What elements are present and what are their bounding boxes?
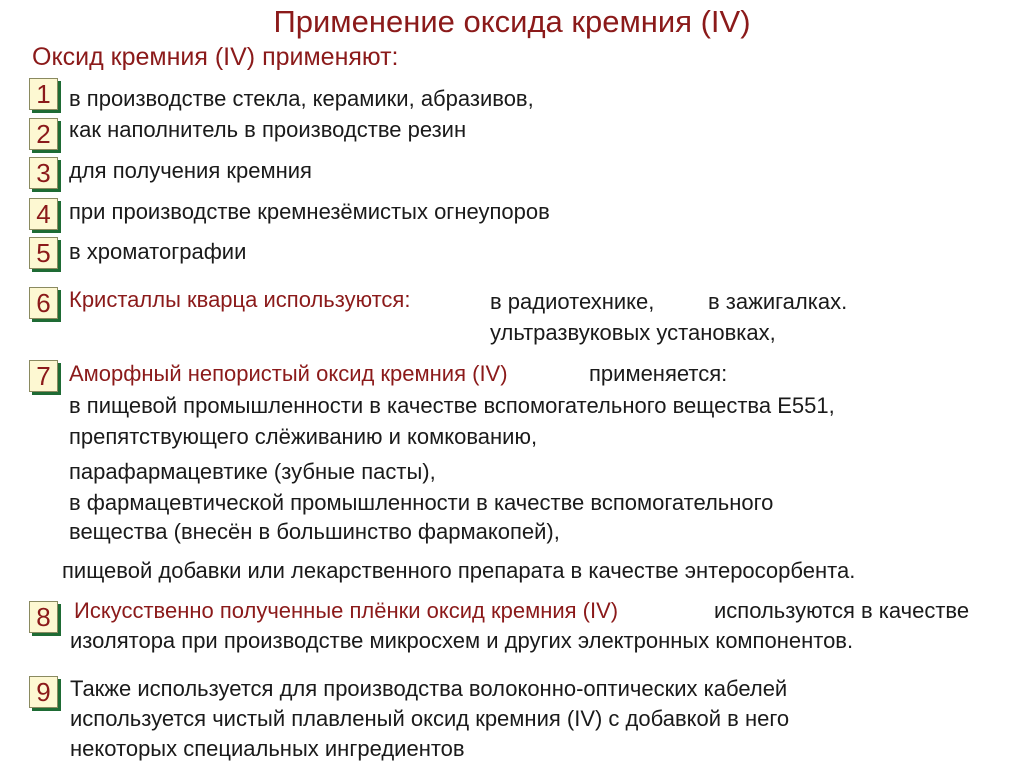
item-7-line-6: пищевой добавки или лекарственного препарата в качестве энтеросорбента.: [62, 558, 856, 583]
number-badge-8: 8: [29, 601, 58, 633]
item-7-lead-tail: применяется:: [589, 361, 728, 386]
item-6-text-3: ультразвуковых установках,: [490, 320, 776, 345]
item-1-text: в производстве стекла, керамики, абразивов,: [69, 86, 534, 111]
item-9-line-2: используется чистый плавленый оксид кремния (IV) с добавкой в него: [70, 706, 790, 731]
item-7-line-5: вещества (внесён в большинство фармакопей),: [69, 519, 560, 544]
item-5-text: в хроматографии: [69, 239, 247, 264]
number-badge-3: 3: [29, 157, 58, 189]
item-7-lead: Аморфный непористый оксид кремния (IV): [69, 361, 508, 386]
number-badge-1: 1: [29, 78, 58, 110]
item-8-lead-tail: используются в качестве: [714, 598, 970, 623]
item-6-text-1: в радиотехнике,: [490, 289, 655, 314]
number-badge-4: 4: [29, 198, 58, 230]
item-7-line-4: в фармацевтической промышленности в качестве вспомогательного: [69, 490, 774, 515]
item-6-text-2: в зажигалках.: [708, 289, 848, 314]
number-badge-7: 7: [29, 360, 58, 392]
item-7-line-1: в пищевой промышленности в качестве вспомогательного вещества E551,: [69, 393, 835, 418]
item-7-line-2: препятствующего слёживанию и комкованию,: [69, 424, 538, 449]
item-4-text: при производстве кремнезёмистых огнеупоров: [69, 199, 550, 224]
item-3-text: для получения кремния: [69, 158, 312, 183]
item-8-line-1: изолятора при производстве микросхем и других электронных компонентов.: [70, 628, 854, 653]
number-badge-6: 6: [29, 287, 58, 319]
page-title: Применение оксида кремния (IV): [273, 4, 751, 39]
item-8-lead: Искусственно полученные плёнки оксид кремния (IV): [74, 598, 619, 623]
number-badge-5: 5: [29, 237, 58, 269]
subtitle: Оксид кремния (IV) применяют:: [32, 43, 399, 71]
item-7-line-3: парафармацевтике (зубные пасты),: [69, 459, 436, 484]
item-9-line-1: Также используется для производства волоконно-оптических кабелей: [70, 676, 788, 701]
number-badge-2: 2: [29, 118, 58, 150]
number-badge-9: 9: [29, 676, 58, 708]
item-9-line-3: некоторых специальных ингредиентов: [70, 736, 465, 761]
item-6-lead: Кристаллы кварца используются:: [69, 287, 411, 312]
item-2-text: как наполнитель в производстве резин: [69, 117, 467, 142]
